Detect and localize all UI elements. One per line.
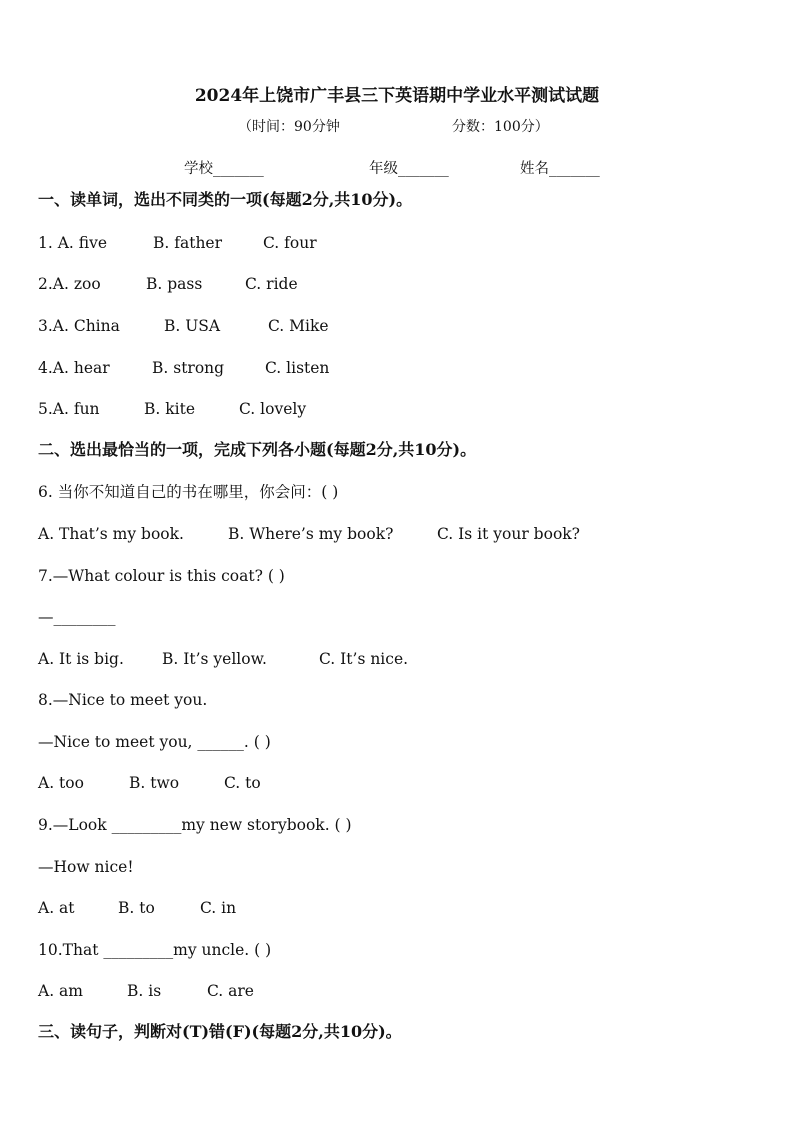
question-5 [38, 399, 307, 419]
q5-c: C. lovely [239, 400, 307, 418]
q4-b: B. strong [152, 359, 225, 377]
q10-b: B. is [127, 982, 162, 1000]
q3-a: 3.A. China [38, 317, 120, 335]
q8-stem: 8.—Nice to meet you. [38, 691, 208, 709]
q1-b: B. father [153, 234, 223, 252]
q6-options [38, 524, 580, 544]
exam-score: 分数：100分） [452, 119, 549, 135]
section3-heading: 三、读句子，判断对(T)错(F)(每题2分,共10分)。 [38, 1022, 402, 1041]
q6-stem: 6. 当你不知道自己的书在哪里，你会问：( ) [38, 483, 339, 501]
q7-blank: —________ [38, 608, 116, 626]
q9-a: A. at [38, 899, 75, 917]
question-2 [38, 274, 298, 294]
grade-field: 年级_______ [369, 161, 449, 177]
q4-c: C. listen [265, 359, 330, 377]
q3-c: C. Mike [268, 317, 329, 335]
q6-a: A. That’s my book. [38, 525, 184, 543]
q5-a: 5.A. fun [38, 400, 100, 418]
q2-c: C. ride [245, 275, 298, 293]
question-1 [38, 233, 317, 253]
q8-b: B. two [129, 774, 180, 792]
q7-stem: 7.—What colour is this coat? ( ) [38, 567, 285, 585]
q7-a: A. It is big. [38, 650, 124, 668]
q1-c: C. four [263, 234, 317, 252]
question-4 [38, 358, 330, 378]
q9-stem: 9.—Look _________my new storybook. ( ) [38, 816, 352, 834]
q6-c: C. Is it your book? [437, 525, 580, 543]
q1-a: 1. A. five [38, 234, 108, 252]
question-3 [38, 316, 329, 336]
q8-options [38, 773, 261, 793]
q9-reply: —How nice! [38, 858, 134, 876]
q9-options [38, 898, 237, 918]
q9-b: B. to [118, 899, 155, 917]
q9-c: C. in [200, 899, 237, 917]
q8-reply: —Nice to meet you, ______. ( ) [38, 733, 271, 751]
page-title: 2024年上饶市广丰县三下英语期中学业水平测试试题 [194, 86, 600, 106]
q3-b: B. USA [164, 317, 221, 335]
q10-a: A. am [38, 982, 83, 1000]
section1-heading: 一、读单词，选出不同类的一项(每题2分,共10分)。 [38, 190, 413, 209]
q7-c: C. It’s nice. [319, 650, 409, 668]
q2-a: 2.A. zoo [38, 275, 101, 293]
q8-a: A. too [38, 774, 84, 792]
q10-options [38, 981, 254, 1001]
section2-heading: 二、选出最恰当的一项，完成下列各小题(每题2分,共10分)。 [38, 440, 477, 459]
q7-b: B. It’s yellow. [162, 650, 267, 668]
q4-a: 4.A. hear [38, 359, 110, 377]
school-field: 学校_______ [184, 161, 264, 177]
exam-time: （时间：90分钟 [238, 119, 340, 135]
q10-c: C. are [207, 982, 254, 1000]
q10-stem: 10.That _________my uncle. ( ) [38, 941, 272, 959]
q5-b: B. kite [144, 400, 195, 418]
q6-b: B. Where’s my book? [228, 525, 394, 543]
q8-c: C. to [224, 774, 261, 792]
name-field: 姓名_______ [520, 161, 600, 177]
q2-b: B. pass [146, 275, 203, 293]
q7-options [38, 649, 409, 669]
